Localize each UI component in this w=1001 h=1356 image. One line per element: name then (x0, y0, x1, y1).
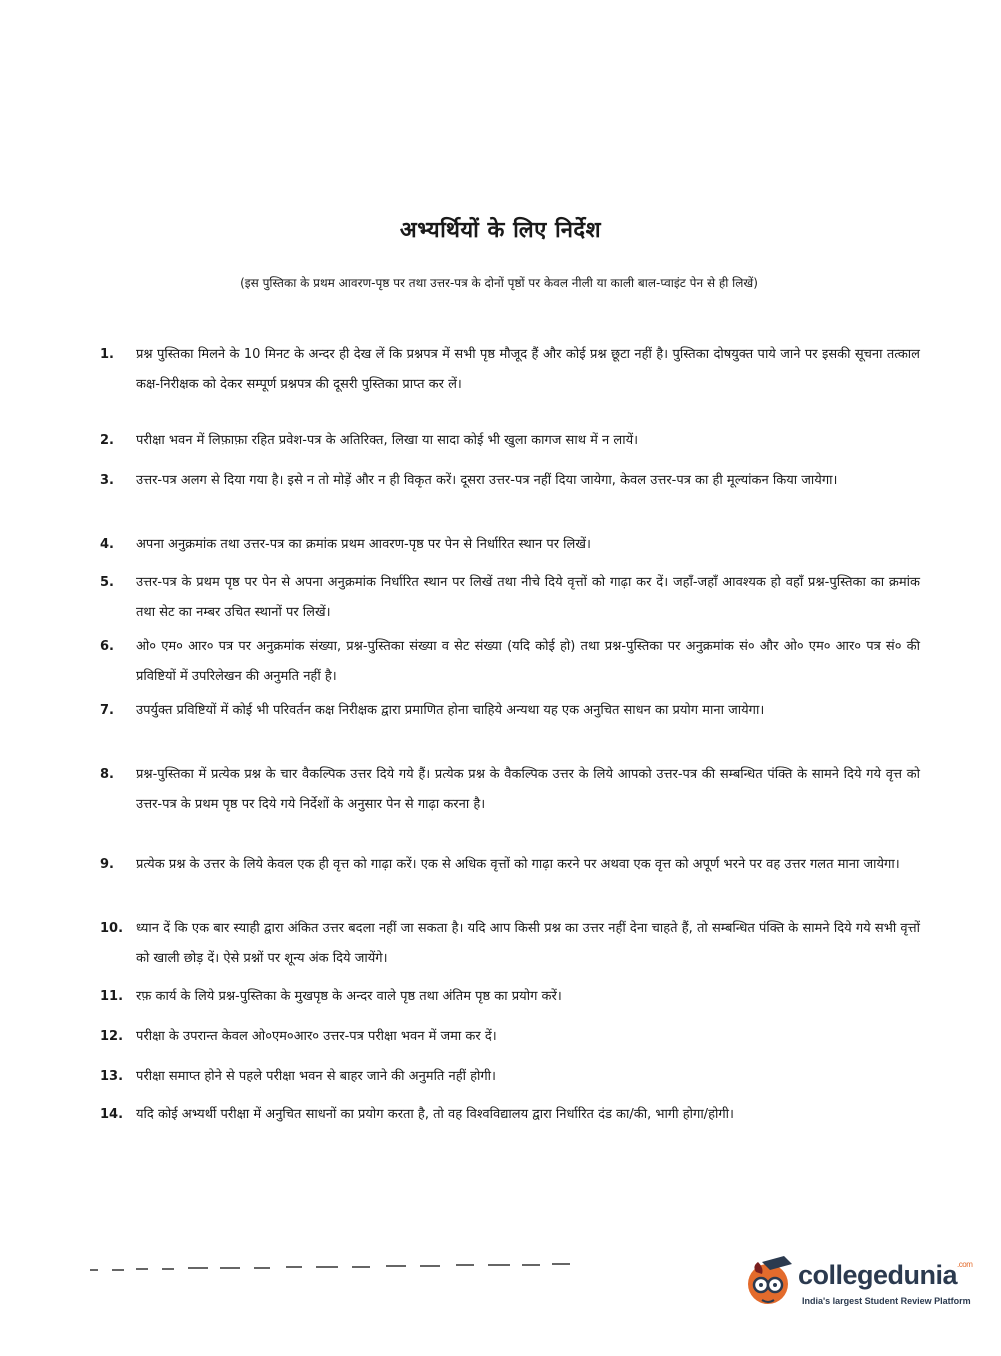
instruction-item (100, 982, 920, 1012)
instruction-item (100, 466, 920, 496)
instruction-text: उत्तर-पत्र के प्रथम पृष्ठ पर पेन से अपना अनुक्रमांक निर्धारित स्थान पर लिखें तथा नीचे दिये वृत्तों को गाढ़ा कर दें। जहाँ-जहाँ आवश्यक हो वहाँ प्रश्न-पुस्तिका का क्रमांक तथा सेट का नम्बर उचित स्थानों पर लिखें। (136, 575, 920, 620)
instruction-text: परीक्षा समाप्त होने से पहले परीक्षा भवन से बाहर जाने की अनुमति नहीं होगी। (136, 1069, 496, 1084)
instruction-number: 5. (100, 575, 114, 590)
collegedunia-watermark (742, 1252, 972, 1316)
page-subtitle: (इस पुस्तिका के प्रथम आवरण-पृष्ठ पर तथा उत्तर-पत्र के दोनों पृष्ठों पर केवल नीली या काली बाल-प्वाइंट पेन से ही लिखें) (240, 276, 758, 290)
instruction-number: 1. (100, 347, 114, 362)
instruction-item (100, 914, 920, 974)
instruction-number: 6. (100, 639, 114, 654)
instruction-text: उत्तर-पत्र अलग से दिया गया है। इसे न तो मोड़ें और न ही विकृत करें। दूसरा उत्तर-पत्र नहीं दिया जायेगा, केवल उत्तर-पत्र का ही मूल्यांकन किया जायेगा। (136, 473, 838, 488)
instruction-item (100, 1062, 920, 1092)
instruction-item (100, 850, 920, 880)
instruction-item (100, 1100, 920, 1130)
instruction-text: प्रत्येक प्रश्न के उत्तर के लिये केवल एक ही वृत्त को गाढ़ा करें। एक से अधिक वृत्तों को गाढ़ा करने पर अथवा एक वृत्त को अपूर्ण भरने पर वह उत्तर गलत माना जायेगा। (136, 857, 900, 872)
brand-domain: .com (957, 1260, 973, 1269)
brand-name (798, 1260, 972, 1291)
page-title: अभ्यर्थियों के लिए निर्देश (399, 218, 602, 243)
instruction-text: परीक्षा भवन में लिफ़ाफ़ा रहित प्रवेश-पत्र के अतिरिक्त, लिखा या सादा कोई भी खुला कागज साथ में न लायें। (136, 433, 639, 448)
instruction-number: 10. (100, 921, 124, 936)
instruction-number: 9. (100, 857, 114, 872)
instruction-text: यदि कोई अभ्यर्थी परीक्षा में अनुचित साधनों का प्रयोग करता है, तो वह विश्वविद्यालय द्वारा निर्धारित दंड का/की, भागी होगा/होगी। (136, 1107, 734, 1122)
mascot-logo-icon (742, 1252, 796, 1308)
instruction-number: 4. (100, 537, 114, 552)
instruction-text: उपर्युक्त प्रविष्टियों में कोई भी परिवर्तन कक्ष निरीक्षक द्वारा प्रमाणित होना चाहिये अन्यथा यह एक अनुचित साधन का प्रयोग माना जायेगा। (136, 703, 765, 718)
dashed-scan-line (90, 1262, 610, 1274)
brand-text: collegedunia (798, 1260, 958, 1290)
instruction-text: ओ० एम० आर० पत्र पर अनुक्रमांक संख्या, प्रश्न-पुस्तिका संख्या व सेट संख्या (यदि कोई हो) तथा प्रश्न-पुस्तिका पर अनुक्रमांक सं० और ओ० एम० आर० पत्र सं० की प्रविष्टियों में उपरिलेखन की अनुमति नहीं है। (136, 639, 920, 684)
instruction-item (100, 530, 920, 560)
instruction-item (100, 568, 920, 628)
instruction-text: रफ़ कार्य के लिये प्रश्न-पुस्तिका के मुखपृष्ठ के अन्दर वाले पृष्ठ तथा अंतिम पृष्ठ का प्रयोग करें। (136, 989, 562, 1004)
instruction-number: 2. (100, 433, 114, 448)
instruction-item (100, 340, 920, 400)
instruction-item (100, 632, 920, 692)
instruction-number: 12. (100, 1029, 124, 1044)
instruction-text: प्रश्न-पुस्तिका में प्रत्येक प्रश्न के चार वैकल्पिक उत्तर दिये गये हैं। प्रत्येक प्रश्न के वैकल्पिक उत्तर के लिये आपको उत्तर-पत्र की सम्बन्धित पंक्ति के सामने दिये गये वृत्त को उत्तर-पत्र के प्रथम पृष्ठ पर दिये गये निर्देशों के अनुसार पेन से गाढ़ा करना है। (136, 767, 920, 812)
instruction-text: प्रश्न पुस्तिका मिलने के 10 मिनट के अन्दर ही देख लें कि प्रश्नपत्र में सभी पृष्ठ मौजूद हैं और कोई प्रश्न छूटा नहीं है। पुस्तिका दोषयुक्त पाये जाने पर इसकी सूचना तत्काल कक्ष-निरीक्षक को देकर सम्पूर्ण प्रश्नपत्र की दूसरी पुस्तिका प्राप्त कर लें। (136, 347, 920, 392)
instruction-number: 13. (100, 1069, 124, 1084)
brand-tagline: India's largest Student Review Platform (802, 1296, 971, 1306)
instruction-item (100, 1022, 920, 1052)
instruction-text: परीक्षा के उपरान्त केवल ओ०एम०आर० उत्तर-पत्र परीक्षा भवन में जमा कर दें। (136, 1029, 497, 1044)
instruction-number: 11. (100, 989, 124, 1004)
instruction-number: 8. (100, 767, 114, 782)
instruction-item (100, 760, 920, 820)
instruction-text: ध्यान दें कि एक बार स्याही द्वारा अंकित उत्तर बदला नहीं जा सकता है। यदि आप किसी प्रश्न का उत्तर नहीं देना चाहते हैं, तो सम्बन्धित पंक्ति के सामने दिये गये सभी वृत्तों को खाली छोड़ दें। ऐसे प्रश्नों पर शून्य अंक दिये जायेंगे। (136, 921, 920, 966)
instruction-number: 3. (100, 473, 114, 488)
instruction-number: 14. (100, 1107, 124, 1122)
instruction-text: अपना अनुक्रमांक तथा उत्तर-पत्र का क्रमांक प्रथम आवरण-पृष्ठ पर पेन से निर्धारित स्थान पर लिखें। (136, 537, 591, 552)
instruction-item (100, 426, 920, 456)
instruction-number: 7. (100, 703, 114, 718)
instruction-item (100, 696, 920, 726)
